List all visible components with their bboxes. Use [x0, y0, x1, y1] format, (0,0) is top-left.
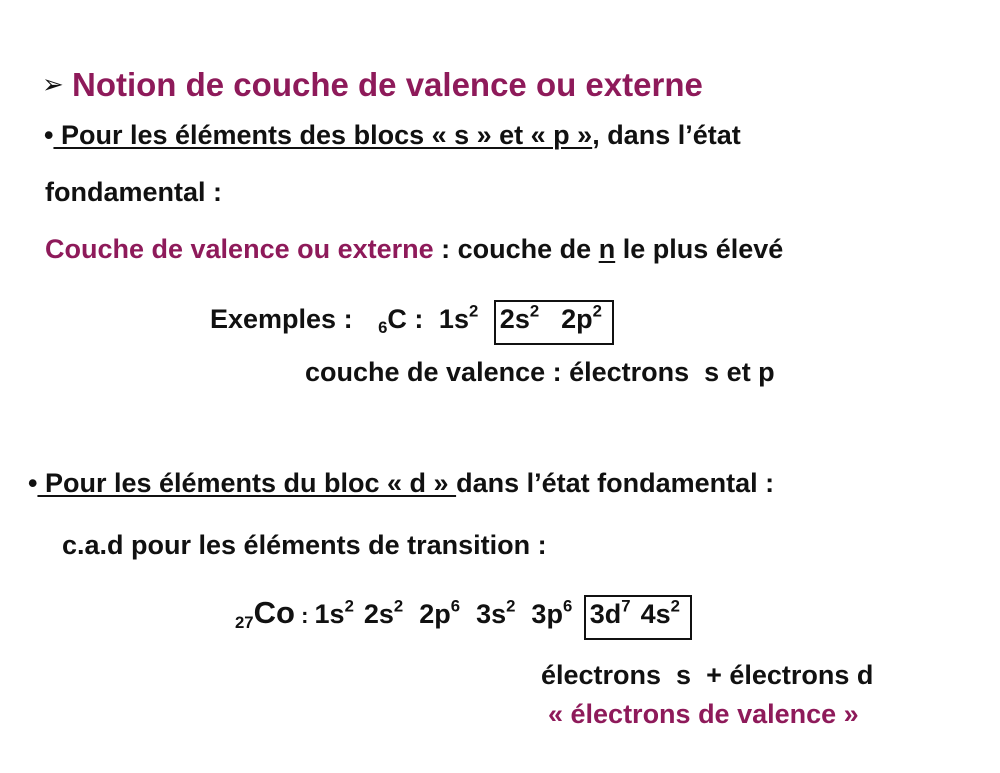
cobalt-orbital-exp: 2 [506, 596, 516, 616]
cobalt-orbital-exp: 2 [393, 596, 404, 616]
carbon-orbital-1s-exp: 2 [468, 301, 479, 321]
cobalt-orbital-3d: 3d [589, 599, 622, 629]
valence-electrons-label: « électrons de valence » [548, 699, 859, 729]
cobalt-orbital: 3s [476, 599, 507, 629]
cobalt-orbital-4s: 4s [640, 599, 671, 629]
carbon-orbital-2s-exp: 2 [529, 301, 540, 321]
definition-term: Couche de valence ou externe [45, 234, 434, 264]
cobalt-colon: : [294, 603, 315, 628]
definition-text-before: : couche de [433, 234, 599, 264]
carbon-orbital-1s: 1s [438, 304, 469, 334]
slide-title-text: Notion de couche de valence ou externe [72, 66, 703, 103]
carbon-colon: : [406, 304, 424, 334]
example-label: Exemples : [210, 304, 353, 334]
cobalt-orbital: 2s [363, 599, 394, 629]
cobalt-symbol: Co [253, 595, 295, 630]
cobalt-orbital-exp: 2 [344, 596, 354, 616]
section2-heading [28, 468, 774, 499]
section1-heading [44, 120, 741, 151]
cobalt-atomic-number: 27 [235, 613, 254, 633]
carbon-orbital-2p: 2p [561, 304, 593, 334]
cobalt-orbital: 2p [419, 599, 451, 629]
section1-heading-underlined: Pour les éléments des blocs « s » et « p » [53, 120, 593, 150]
section2-bullet: • [28, 468, 38, 498]
section1-bullet: • [44, 120, 54, 150]
section1-heading-continued: fondamental : [45, 177, 223, 207]
definition-text-after: le plus élevé [615, 234, 784, 264]
carbon-note: couche de valence : électrons s et p [305, 357, 775, 387]
example-carbon [210, 300, 614, 345]
carbon-orbital-2p-exp: 2 [592, 301, 602, 321]
carbon-atomic-number: 6 [378, 318, 388, 338]
arrow-bullet-icon: ➢ [42, 69, 64, 99]
cobalt-orbital: 1s [314, 599, 345, 629]
carbon-symbol: C [387, 304, 407, 334]
cobalt-valence-box [584, 595, 692, 640]
section1-heading-tail: , dans l’état [592, 120, 741, 150]
cobalt-note: électrons s + électrons d [541, 660, 874, 690]
cobalt-orbital: 3p [531, 599, 563, 629]
section2-heading-underlined: Pour les éléments du bloc « d » [37, 468, 457, 498]
cobalt-orbital-exp: 6 [562, 596, 573, 616]
section2-subheading: c.a.d pour les éléments de transition : [62, 530, 547, 560]
carbon-orbital-2s: 2s [499, 304, 530, 334]
cobalt-orbital-4s-exp: 2 [670, 596, 680, 616]
cobalt-orbital-exp: 6 [450, 596, 461, 616]
cobalt-orbital-3d-exp: 7 [621, 596, 631, 616]
carbon-valence-box [494, 300, 614, 345]
section2-heading-tail: dans l’état fondamental : [456, 468, 775, 498]
example-cobalt [235, 595, 692, 640]
slide-title [42, 66, 703, 104]
definition-n: n [598, 234, 616, 264]
valence-definition [45, 234, 783, 265]
